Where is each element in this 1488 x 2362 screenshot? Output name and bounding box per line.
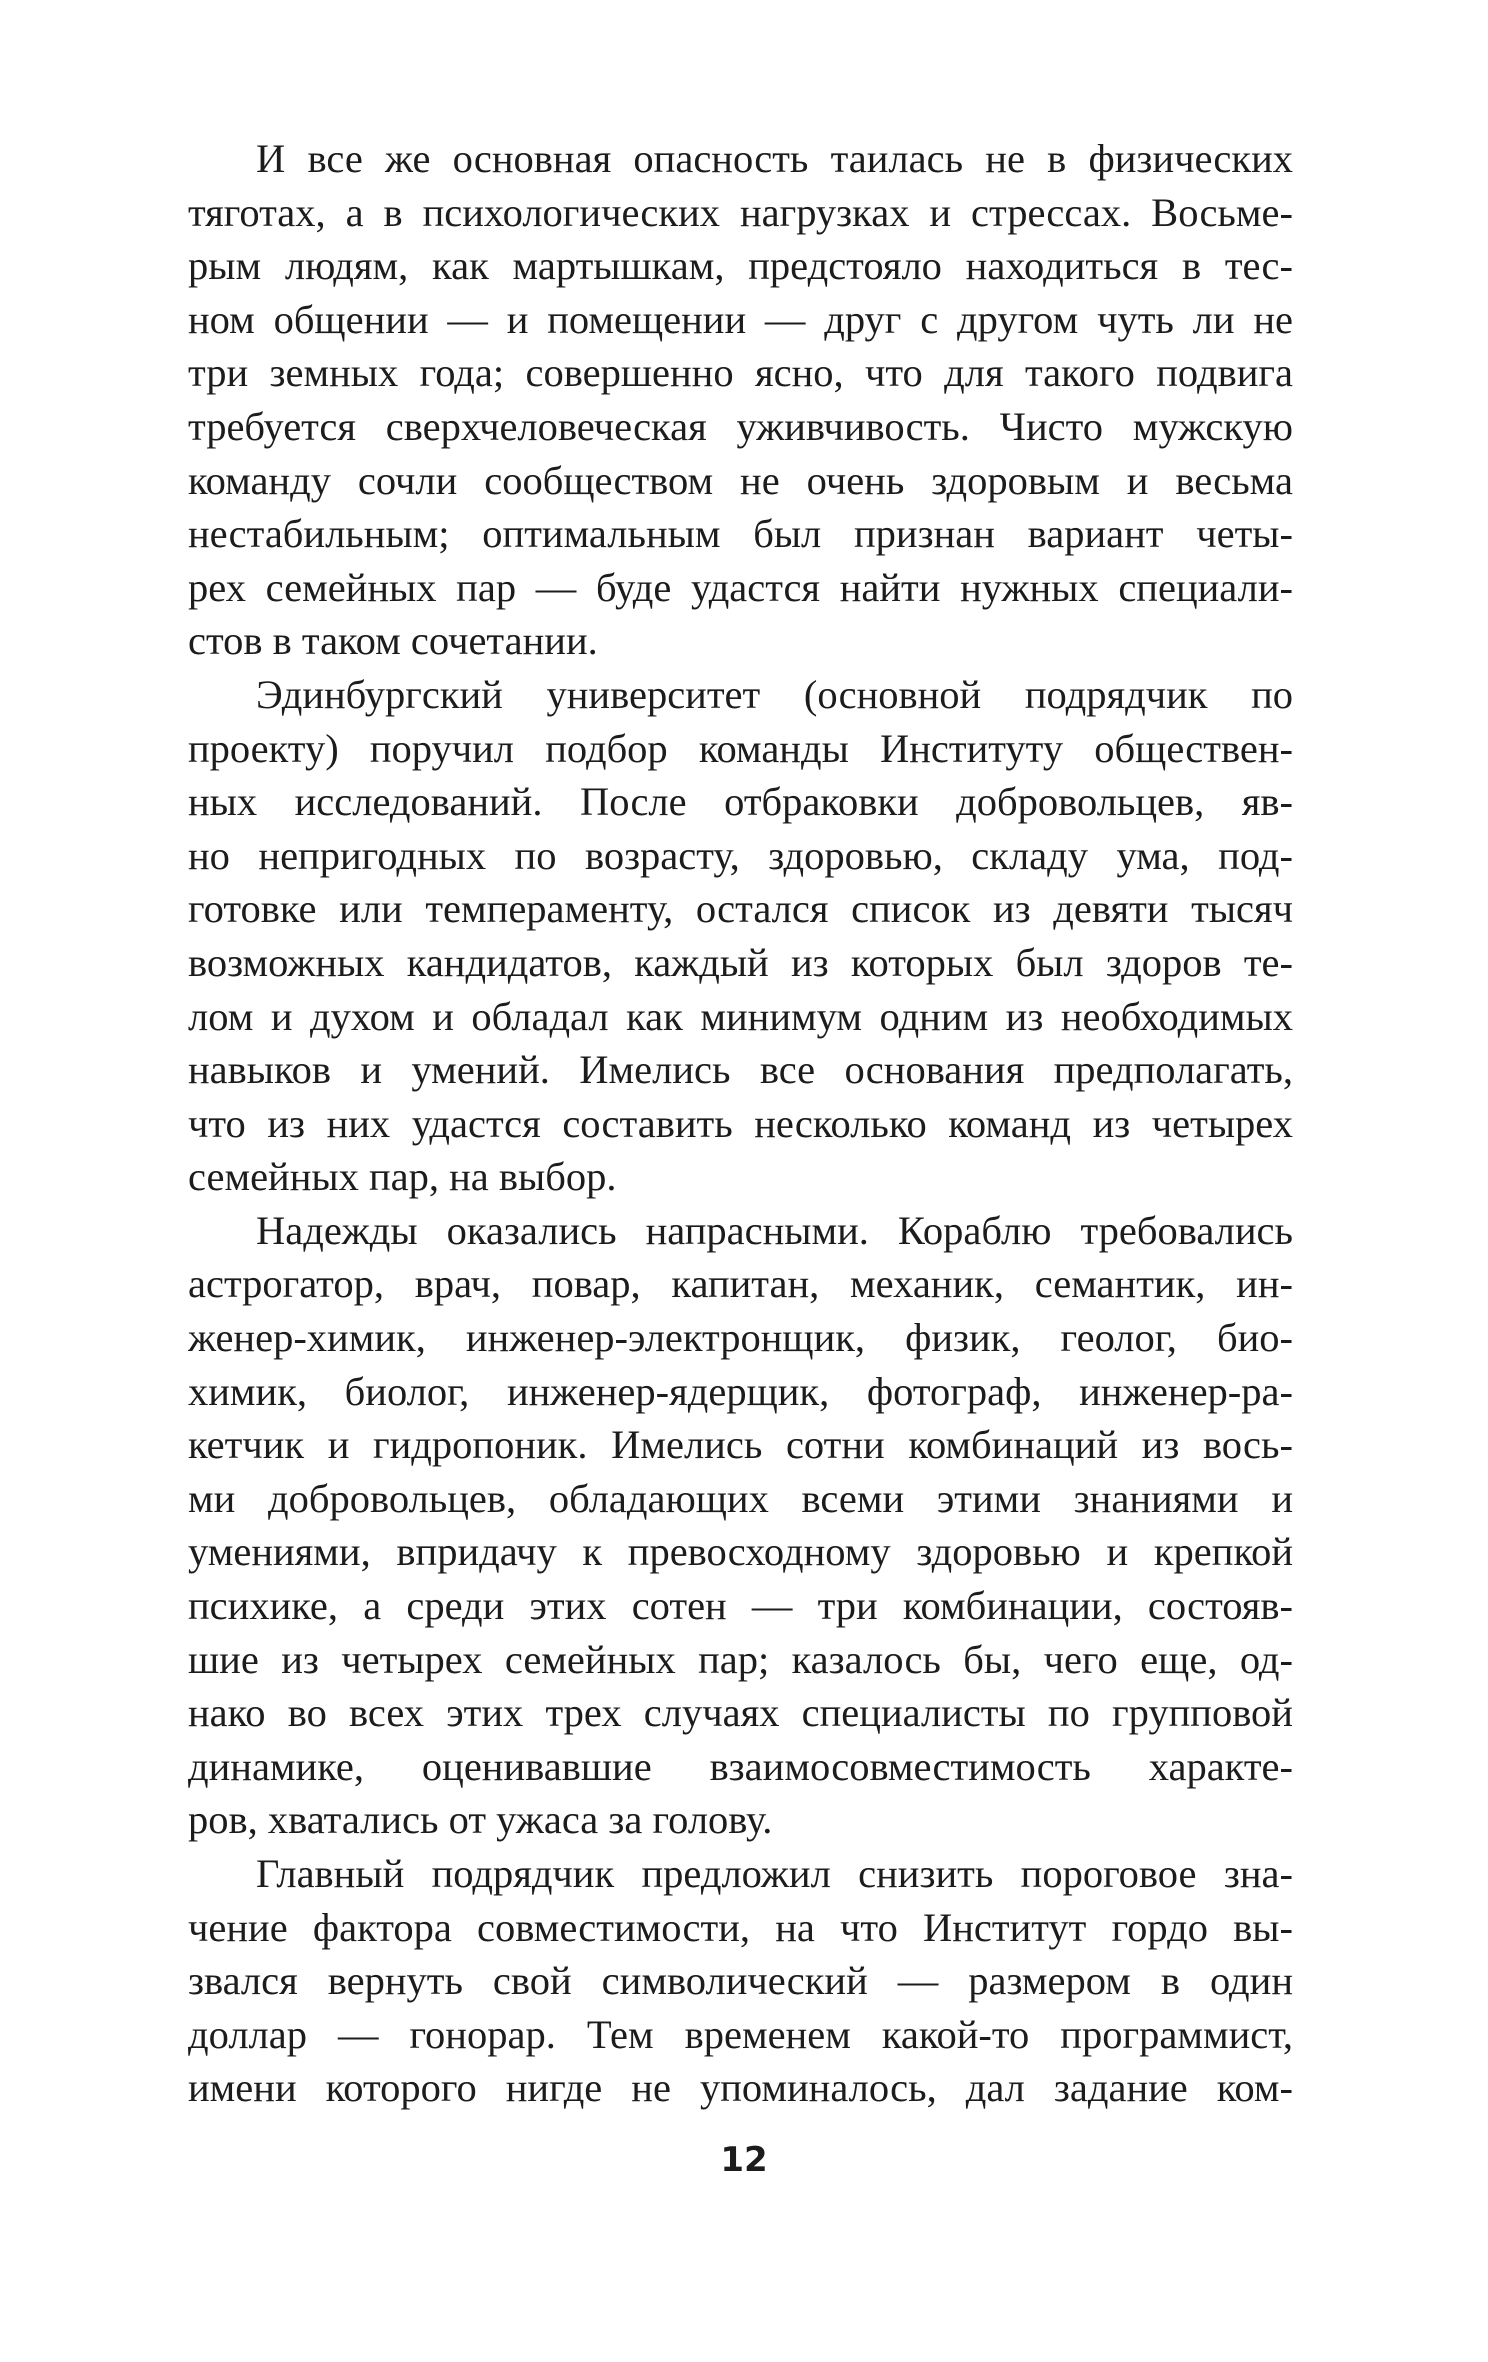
paragraph-2	[188, 668, 1293, 1204]
text-line: Главный подрядчик предложил снизить пороговое зна-	[256, 1851, 1293, 1896]
text-line: рех семейных пар — буде удастся найти нужных специали-	[188, 564, 1293, 610]
text-line: нестабильным; оптимальным был признан вариант четы-	[188, 511, 1293, 557]
text-line: проекту) поручил подбор команды Институту обществен-	[188, 725, 1293, 771]
text-line: тяготах, а в психологических нагрузках и стрессах. Восьме-	[188, 189, 1293, 235]
text-line: готовке или темпераменту, остался список из девяти тысяч	[188, 886, 1293, 932]
text-line: лом и духом и обладал как минимум одним из необходимых	[188, 993, 1293, 1039]
text-line: химик, биолог, инженер-ядерщик, фотограф, инженер-ра-	[188, 1368, 1293, 1414]
text-line: требуется сверхчеловеческая уживчивость. Чисто мужскую	[188, 403, 1293, 449]
paragraph-3	[188, 1204, 1293, 1847]
text-line: ном общении — и помещении — друг с другом чуть ли не	[188, 296, 1293, 342]
text-line: доллар — гонорар. Тем временем какой-то программист,	[188, 2011, 1293, 2057]
text-line: имени которого нигде не упоминалось, дал задание ком-	[188, 2065, 1293, 2111]
text-line: рым людям, как мартышкам, предстояло находиться в тес-	[188, 243, 1293, 289]
text-line: нако во всех этих трех случаях специалисты по групповой	[188, 1690, 1293, 1736]
text-line: динамике, оценивавшие взаимосовместимость характе-	[188, 1743, 1293, 1789]
text-line: звался вернуть свой символический — размером в один	[188, 1958, 1293, 2004]
paragraph-1	[188, 132, 1293, 668]
text-line: И все же основная опасность таилась не в физических	[256, 136, 1293, 181]
text-line: навыков и умений. Имелись все основания предполагать,	[188, 1047, 1293, 1093]
text-line: но непригодных по возрасту, здоровью, складу ума, под-	[188, 832, 1293, 878]
text-line: астрогатор, врач, повар, капитан, механик, семантик, ин-	[188, 1261, 1293, 1307]
text-line: чение фактора совместимости, на что Институт гордо вы-	[188, 1904, 1293, 1950]
text-line: что из них удастся составить несколько команд из четырех	[188, 1100, 1293, 1146]
text-line: стов в таком сочетании.	[188, 618, 598, 664]
page-number: 12	[720, 2140, 768, 2180]
paragraph-4	[188, 1847, 1293, 2115]
text-line: ров, хватались от ужаса за голову.	[188, 1797, 773, 1843]
text-line: умениями, впридачу к превосходному здоровью и крепкой	[188, 1529, 1293, 1575]
text-line: женер-химик, инженер-электронщик, физик, геолог, био-	[188, 1315, 1293, 1361]
text-line: шие из четырех семейных пар; казалось бы, чего еще, од-	[188, 1636, 1293, 1682]
text-line: кетчик и гидропоник. Имелись сотни комбинаций из вось-	[188, 1422, 1293, 1468]
text-line: команду сочли сообществом не очень здоровым и весьма	[188, 457, 1293, 503]
text-line: семейных пар, на выбор.	[188, 1154, 617, 1200]
text-line: возможных кандидатов, каждый из которых был здоров те-	[188, 939, 1293, 985]
text-line: ми добровольцев, обладающих всеми этими знаниями и	[188, 1475, 1293, 1521]
body-text	[188, 132, 1293, 2115]
text-line: Эдинбургский университет (основной подрядчик по	[256, 671, 1293, 717]
text-line: психике, а среди этих сотен — три комбинации, состояв-	[188, 1583, 1293, 1629]
text-line: Надежды оказались напрасными. Кораблю требовались	[256, 1207, 1293, 1253]
text-line: три земных года; совершенно ясно, что для такого подвига	[188, 350, 1293, 396]
text-line: ных исследований. После отбраковки добровольцев, яв-	[188, 779, 1293, 825]
